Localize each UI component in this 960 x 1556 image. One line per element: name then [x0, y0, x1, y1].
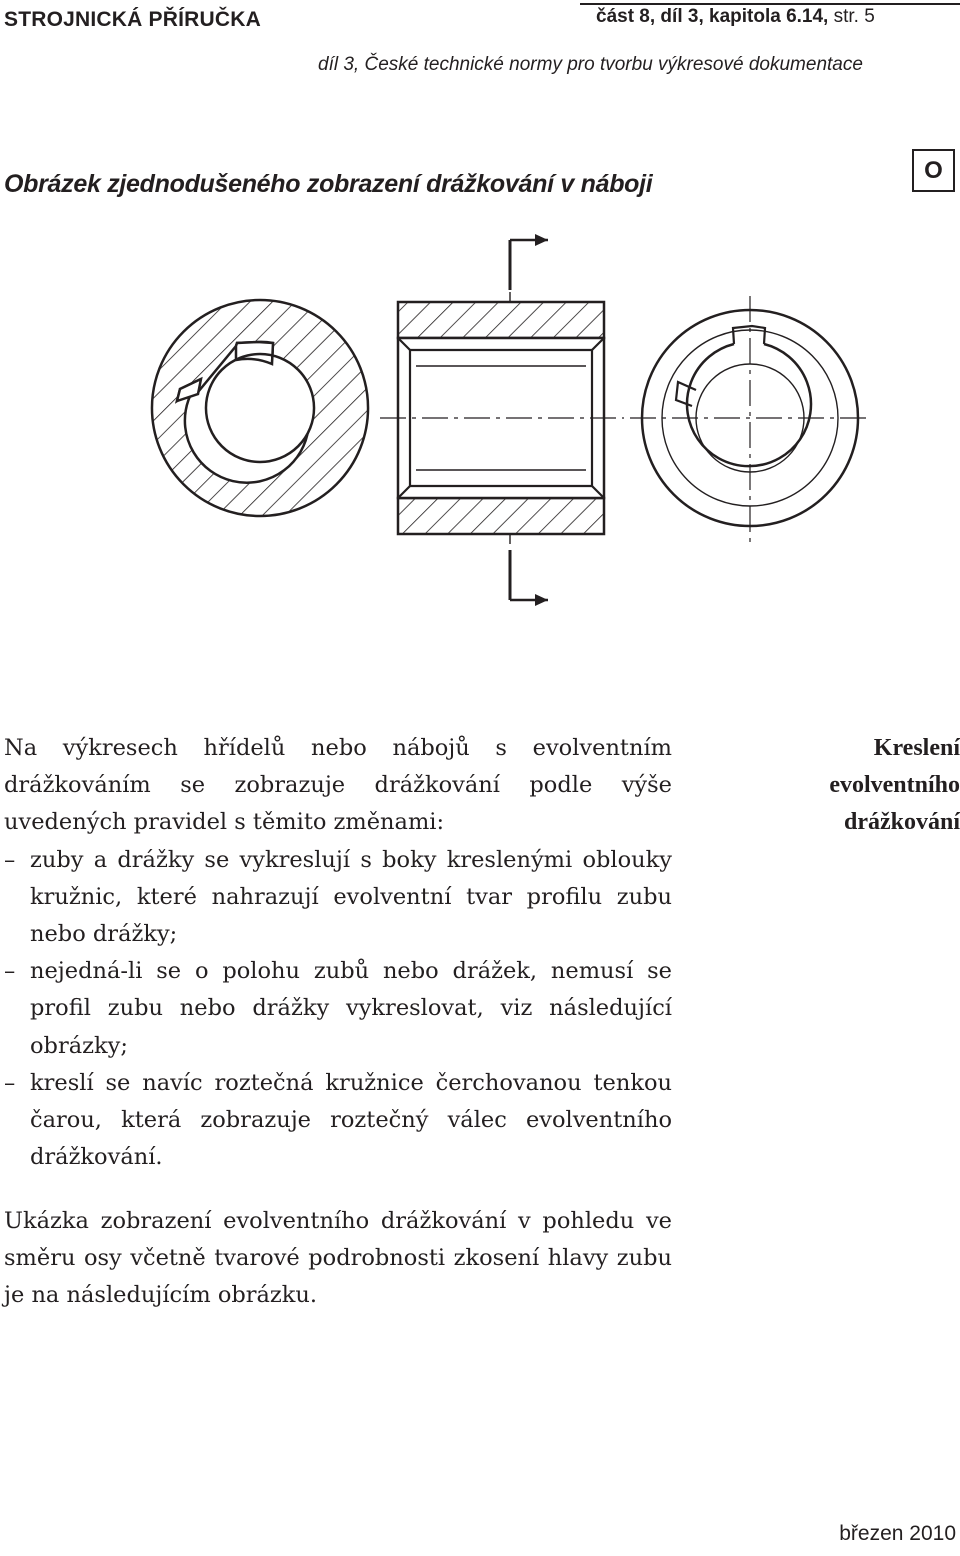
left-section-view: [152, 300, 368, 516]
sidebar-heading-line: drážkování: [843, 809, 960, 835]
book-title: STROJNICKÁ PŘÍRUČKA: [4, 8, 261, 31]
list-item: [4, 1065, 672, 1177]
sidebar-heading-line: evolventního: [829, 772, 960, 798]
page-location-page: str. 5: [828, 6, 875, 27]
intro-paragraph: Na výkresech hřídelů nebo nábojů s evolventním drážkováním se zobrazuje drážkování podle výše uvedených pravidel s těmito změnami:: [4, 735, 672, 836]
list-dash: –: [4, 846, 16, 873]
list-item-text: nejedná-li se o polohu zubů nebo drážek, nemusí se profil zubu nebo drážky vykreslovat, viz následující obrázky;: [30, 958, 672, 1059]
sidebar-heading-line: Kreslení: [873, 735, 960, 761]
list-item-text: zuby a drážky se vykreslují s boky kreslenými oblouky kružnic, které nahrazují evolventní tvar profilu zubu nebo drážky;: [30, 846, 672, 948]
right-end-view: [630, 296, 870, 542]
section-title: Obrázek zjednodušeného zobrazení drážkování v náboji: [4, 170, 653, 198]
list-item-text: kreslí se navíc roztečná kružnice čerchovanou tenkou čarou, která zobrazuje roztečný válec evolventního drážkování.: [30, 1069, 672, 1171]
changes-list: [4, 842, 672, 1177]
closing-paragraph: Ukázka zobrazení evolventního drážkování v pohledu ve směru osy včetně tvarové podrobnosti zkosení hlavy zubu je na následujícím obrázku.: [4, 1208, 672, 1309]
list-dash: –: [4, 1069, 16, 1096]
list-item: [4, 842, 672, 954]
list-dash: –: [4, 958, 16, 985]
body-text: [4, 730, 672, 1176]
sidebar-heading: [780, 730, 960, 841]
list-item: [4, 953, 672, 1065]
page-location: [596, 6, 875, 28]
footer-date: březen 2010: [839, 1522, 956, 1545]
hub-spline-drawing: [140, 230, 880, 610]
section-badge: O: [912, 149, 955, 192]
page-subtitle: díl 3, České technické normy pro tvorbu výkresové dokumentace: [318, 54, 863, 75]
middle-section-view: [380, 302, 624, 534]
page-location-chapter: část 8, díl 3, kapitola 6.14,: [596, 6, 829, 27]
